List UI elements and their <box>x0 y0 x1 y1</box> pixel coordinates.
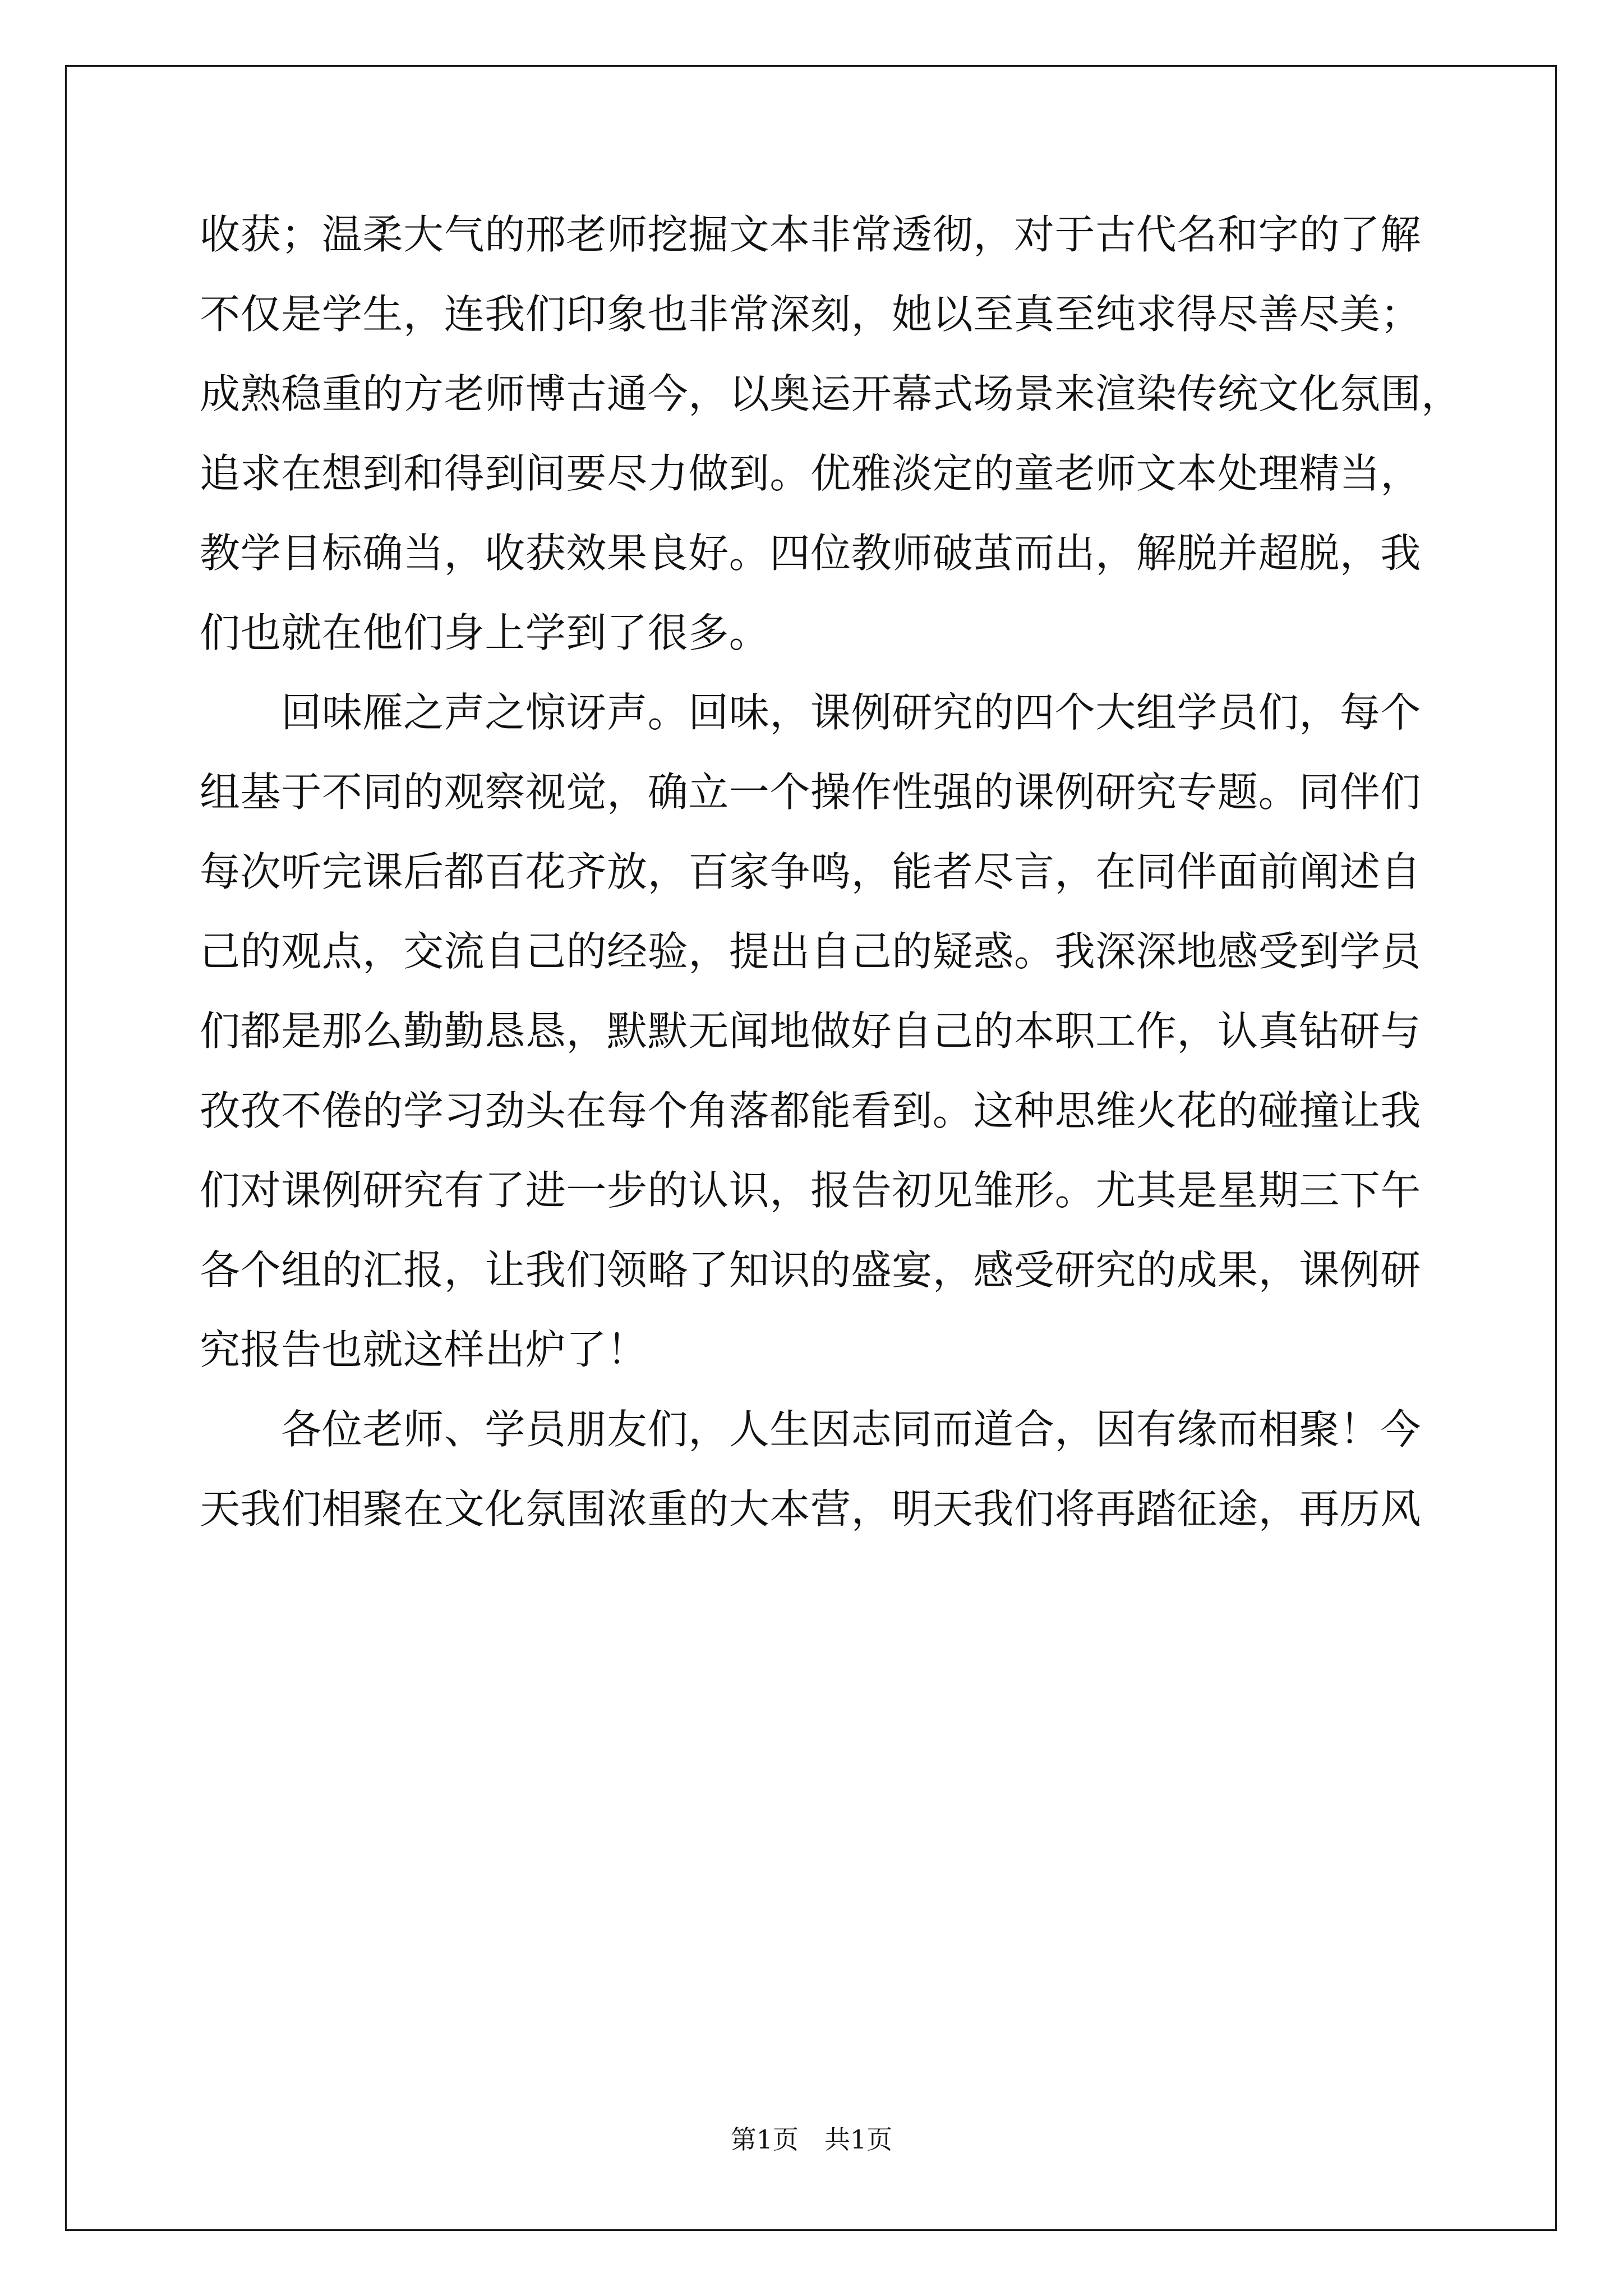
text-line: 们对课例研究有了进一步的认识，报告初见雏形。尤其是星期三下午 <box>200 1167 1422 1214</box>
text-line: 回味雁之声之惊讶声。回味，课例研究的四个大组学员们，每个 <box>200 689 1422 736</box>
text-line: 收获；温柔大气的邢老师挖掘文本非常透彻，对于古代名和字的了解 <box>200 211 1422 258</box>
text-line: 教学目标确当，收获效果良好。四位教师破茧而出，解脱并超脱，我 <box>200 530 1422 577</box>
text-line: 孜孜不倦的学习劲头在每个角落都能看到。这种思维火花的碰撞让我 <box>200 1087 1422 1134</box>
text-line: 各位老师、学员朋友们，人生因志同而道合，因有缘而相聚！今 <box>200 1406 1422 1453</box>
text-line: 不仅是学生，连我们印象也非常深刻，她以至真至纯求得尽善尽美； <box>200 291 1422 338</box>
page-footer <box>0 2123 1623 2156</box>
text-line: 各个组的汇报，让我们领略了知识的盛宴，感受研究的成果，课例研 <box>200 1246 1422 1294</box>
text-line: 们也就在他们身上学到了很多。 <box>200 609 770 656</box>
text-line: 组基于不同的观察视觉，确立一个操作性强的课例研究专题。同伴们 <box>200 769 1422 816</box>
page-number: 第1页 <box>730 2124 799 2155</box>
text-line: 追求在想到和得到间要尽力做到。优雅淡定的童老师文本处理精当， <box>200 450 1422 497</box>
page-total: 共1页 <box>824 2124 893 2155</box>
text-line: 们都是那么勤勤恳恳，默默无闻地做好自己的本职工作，认真钻研与 <box>200 1007 1422 1055</box>
text-line: 己的观点，交流自己的经验，提出自己的疑惑。我深深地感受到学员 <box>200 928 1422 975</box>
text-line: 天我们相聚在文化氛围浓重的大本营，明天我们将再踏征途，再历风 <box>200 1485 1422 1533</box>
text-line: 究报告也就这样出炉了！ <box>200 1326 648 1373</box>
text-line: 每次听完课后都百花齐放，百家争鸣，能者尽言，在同伴面前阐述自 <box>200 848 1422 895</box>
text-line: 成熟稳重的方老师博古通今，以奥运开幕式场景来渲染传统文化氛围， <box>200 370 1462 417</box>
